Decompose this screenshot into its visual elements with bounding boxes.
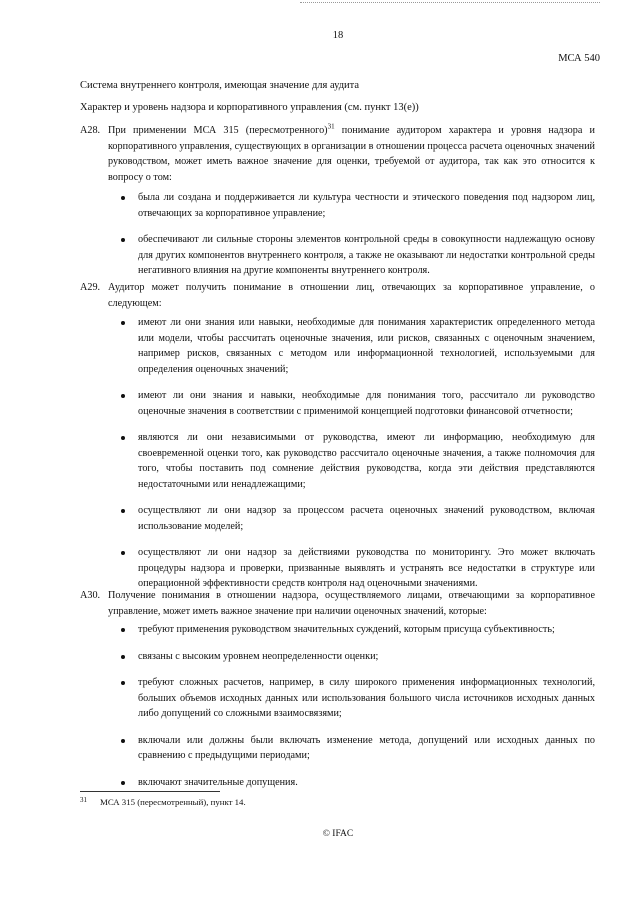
- bullet-list-a29: [108, 315, 595, 603]
- page-number: 18: [332, 30, 344, 41]
- list-item-text: обеспечивают ли сильные стороны элементов контрольной среды в совокупности надлежащую основу для других компонентов внутреннего контроля, а также не оказывают ли недостатки контрольной среды негативного влияния на другие компоненты внутреннего контроля.: [138, 234, 595, 276]
- subsection-heading: Характер и уровень надзора и корпоративного управления (см. пункт 13(е)): [80, 102, 419, 113]
- bullet-icon: [121, 436, 125, 440]
- list-item-text: связаны с высоким уровнем неопределенности оценки;: [138, 650, 379, 662]
- paragraph-number: A28.: [80, 125, 101, 136]
- document-code: МСА 540: [558, 53, 600, 64]
- bullet-icon: [121, 781, 125, 785]
- list-item-text: была ли создана и поддерживается ли культура честности и этического поведения под надзором лиц, отвечающих за корпоративное управление;: [138, 192, 595, 219]
- bullet-icon: [121, 681, 125, 685]
- bullet-list-a28: [108, 190, 595, 290]
- bullet-icon: [121, 628, 125, 632]
- list-item: [108, 545, 595, 592]
- paragraph-number: A30.: [80, 590, 101, 601]
- paragraph-a29: [80, 280, 595, 311]
- footnote-number: 31: [80, 796, 87, 804]
- paragraph-number: A29.: [80, 282, 101, 293]
- paragraph-text: [108, 123, 595, 185]
- bullet-icon: [121, 551, 125, 555]
- list-item-text: требуют применения руководством значительных суждений, которым присуща субъективность;: [138, 624, 555, 635]
- bullet-icon: [121, 739, 125, 743]
- list-item: [108, 190, 595, 221]
- list-item: [108, 733, 595, 764]
- footnote-reference: 31: [327, 122, 335, 131]
- paragraph-text-start: При применении МСА 315 (пересмотренного): [108, 125, 328, 136]
- bullet-icon: [121, 509, 125, 513]
- list-item: [108, 622, 595, 638]
- list-item: [108, 388, 595, 419]
- paragraph-text-end: понимание аудитором характера и уровня надзора и корпоративного управления, существующих в организации в отношении процесса расчета оценочных значений руководством, может иметь важное значение для оценки, требуемой от аудитора, так как это относится к вопросу о том:: [108, 125, 595, 183]
- footnote: [80, 796, 246, 808]
- list-item-text: осуществляют ли они надзор за действиями руководства по мониторингу. Это может включать процедуры надзора и проверки, призванные выявлять и устранять все недостатки в структуре или операционной эффективности средств контроля над оценочными значениями.: [138, 547, 595, 589]
- list-item-text: являются ли они независимыми от руководства, имеют ли информацию, необходимую для своевременной оценки того, как руководство рассчитало оценочные значения, а также полномочия для того, чтобы поставить под сомнение действия руководства, когда эти действия представляются недостаточными или ненадлежащими;: [138, 432, 595, 490]
- list-item: [108, 232, 595, 279]
- list-item: [108, 675, 595, 722]
- list-item-text: имеют ли они знания и навыки, необходимые для понимания того, рассчитало ли руководство оценочные значения в соответствии с применимой концепцией подготовки финансовой отчетности;: [138, 390, 595, 417]
- paragraph-text: Аудитор может получить понимание в отношении лиц, отвечающих за корпоративное управление, о следующем:: [108, 282, 595, 309]
- list-item: [108, 775, 595, 791]
- paragraph-a28: [80, 123, 595, 185]
- bullet-icon: [121, 196, 125, 200]
- section-heading: Система внутреннего контроля, имеющая значение для аудита: [80, 80, 360, 91]
- list-item-text: имеют ли они знания или навыки, необходимые для понимания характеристик определенного метода или модели, чтобы рассчитать оценочные значения, или рисков, связанных с оценочным значением, например рисков, связанных с методом или информационной технологией, используемыми для определения оценочных значений;: [138, 317, 595, 375]
- list-item: [108, 649, 595, 665]
- copyright-notice: © IFAC: [322, 829, 354, 839]
- list-item: [108, 503, 595, 534]
- list-item-text: осуществляют ли они надзор за процессом расчета оценочных значений руководством, включая использование моделей;: [138, 505, 595, 532]
- footnote-text: МСА 315 (пересмотренный), пункт 14.: [100, 797, 246, 807]
- list-item-text: включали или должны были включать изменение метода, допущений или исходных данных по сравнению с предыдущими периодами;: [138, 734, 595, 761]
- list-item-text: требуют сложных расчетов, например, в силу широкого применения информационных технологий, больших объемов исходных данных или использования большого числа источников исходных данных либо допущений со сложными взаимосвязями;: [138, 677, 595, 719]
- paragraph-a30: [80, 588, 595, 619]
- bullet-icon: [121, 238, 125, 242]
- list-item-text: включают значительные допущения.: [138, 776, 298, 788]
- bullet-icon: [121, 655, 125, 659]
- list-item: [108, 315, 595, 377]
- scan-edge-rule: [300, 2, 600, 3]
- paragraph-text: Получение понимания в отношении надзора, осуществляемого лицами, отвечающими за корпоративное управление, может иметь важное значение при наличии оценочных значений, которые:: [108, 590, 595, 617]
- bullet-list-a30: [108, 622, 595, 801]
- bullet-icon: [121, 394, 125, 398]
- list-item: [108, 430, 595, 492]
- bullet-icon: [121, 321, 125, 325]
- footnote-separator: [80, 791, 220, 792]
